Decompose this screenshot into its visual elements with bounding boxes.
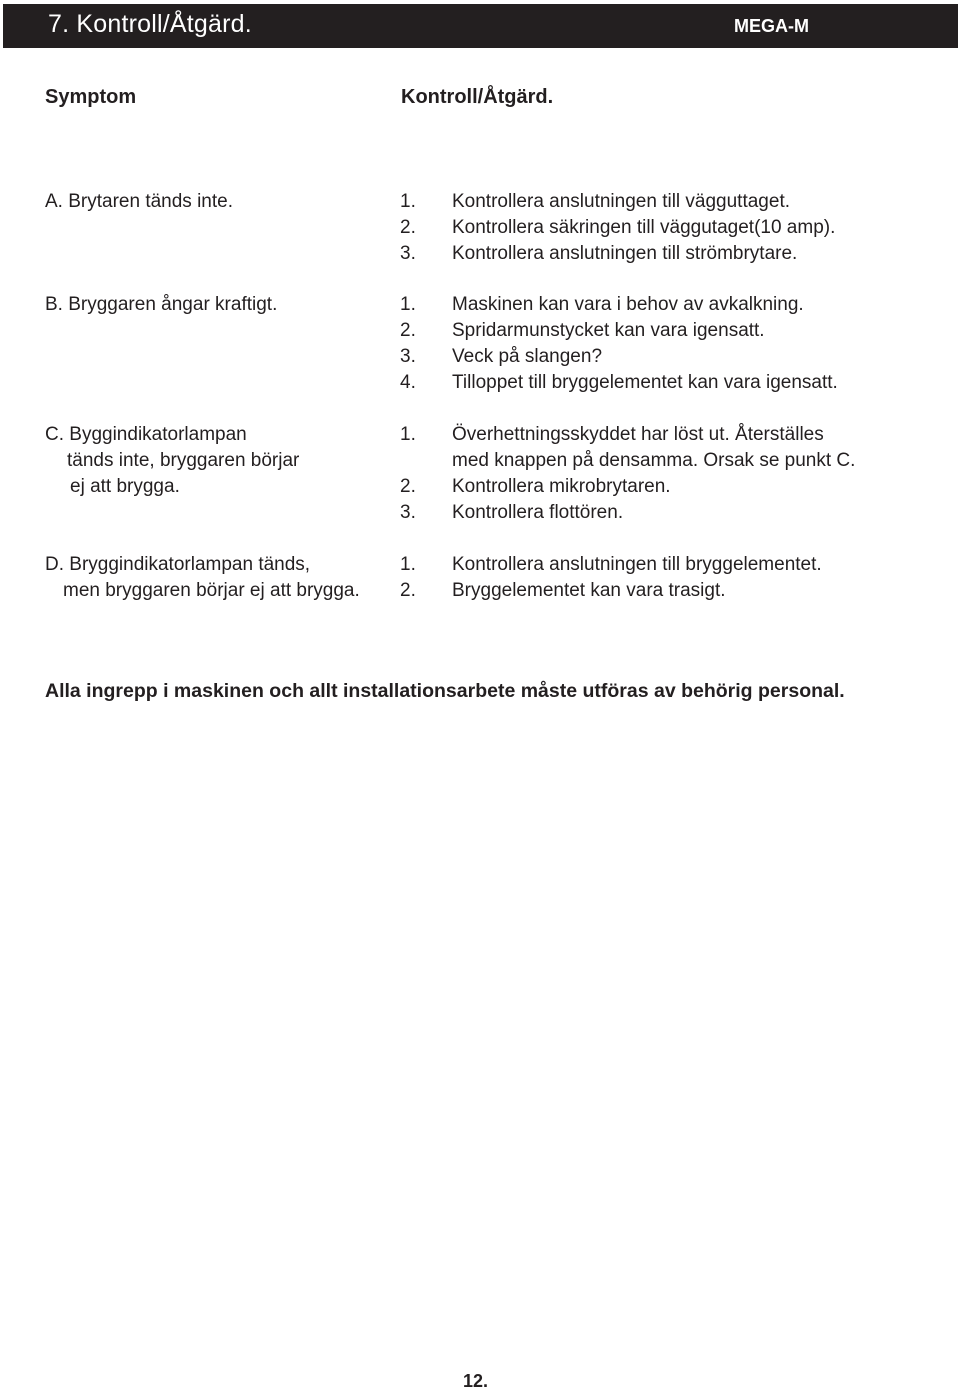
symptom-b: B. Bryggaren ångar kraftigt. xyxy=(45,294,278,315)
symptom-column-heading: Symptom xyxy=(45,86,137,108)
action-c-1-cont: med knappen på densamma. Orsak se punkt C. xyxy=(452,450,856,471)
action-c-3-num: 3. xyxy=(400,502,416,523)
action-a-2: Kontrollera säkringen till väggutaget(10 amp). xyxy=(452,217,836,238)
action-c-3: Kontrollera flottören. xyxy=(452,502,624,523)
action-b-1-num: 1. xyxy=(400,294,416,315)
symptom-a: A. Brytaren tänds inte. xyxy=(45,191,233,212)
symptom-c-line-3: ej att brygga. xyxy=(70,476,180,497)
action-b-2-num: 2. xyxy=(400,320,416,341)
safety-note: Alla ingrepp i maskinen och allt installationsarbete måste utföras av behörig personal. xyxy=(45,680,845,702)
action-c-1-num: 1. xyxy=(400,424,416,445)
symptom-d-line-2: men bryggaren börjar ej att brygga. xyxy=(63,580,360,601)
action-d-1-num: 1. xyxy=(400,554,416,575)
page-title: 7. Kontroll/Åtgärd. xyxy=(48,10,252,38)
action-b-2: Spridarmunstycket kan vara igensatt. xyxy=(452,320,765,341)
action-a-3: Kontrollera anslutningen till strömbrytare. xyxy=(452,243,798,264)
action-a-2-num: 2. xyxy=(400,217,416,238)
action-b-1: Maskinen kan vara i behov av avkalkning. xyxy=(452,294,804,315)
page-number: 12. xyxy=(463,1371,489,1391)
action-a-1-num: 1. xyxy=(400,191,416,212)
action-a-1: Kontrollera anslutningen till vägguttaget. xyxy=(452,191,791,212)
action-d-2-num: 2. xyxy=(400,580,416,601)
action-d-1: Kontrollera anslutningen till bryggelementet. xyxy=(452,554,822,575)
action-a-3-num: 3. xyxy=(400,243,416,264)
action-d-2: Bryggelementet kan vara trasigt. xyxy=(452,580,726,601)
header-bar xyxy=(3,4,958,48)
symptom-c-line-1: C. Byggindikatorlampan xyxy=(45,424,247,445)
model-label: MEGA-M xyxy=(734,16,809,36)
action-c-2: Kontrollera mikrobrytaren. xyxy=(452,476,671,497)
symptom-c-line-2: tänds inte, bryggaren börjar xyxy=(67,450,300,471)
action-c-1: Överhettningsskyddet har löst ut. Återställes xyxy=(452,424,824,445)
symptom-d-line-1: D. Bryggindikatorlampan tänds, xyxy=(45,554,311,575)
action-c-2-num: 2. xyxy=(400,476,416,497)
action-b-4: Tilloppet till bryggelementet kan vara igensatt. xyxy=(452,372,838,393)
action-b-3: Veck på slangen? xyxy=(452,346,603,367)
action-b-4-num: 4. xyxy=(400,372,416,393)
action-b-3-num: 3. xyxy=(400,346,416,367)
action-column-heading: Kontroll/Åtgärd. xyxy=(401,86,554,108)
